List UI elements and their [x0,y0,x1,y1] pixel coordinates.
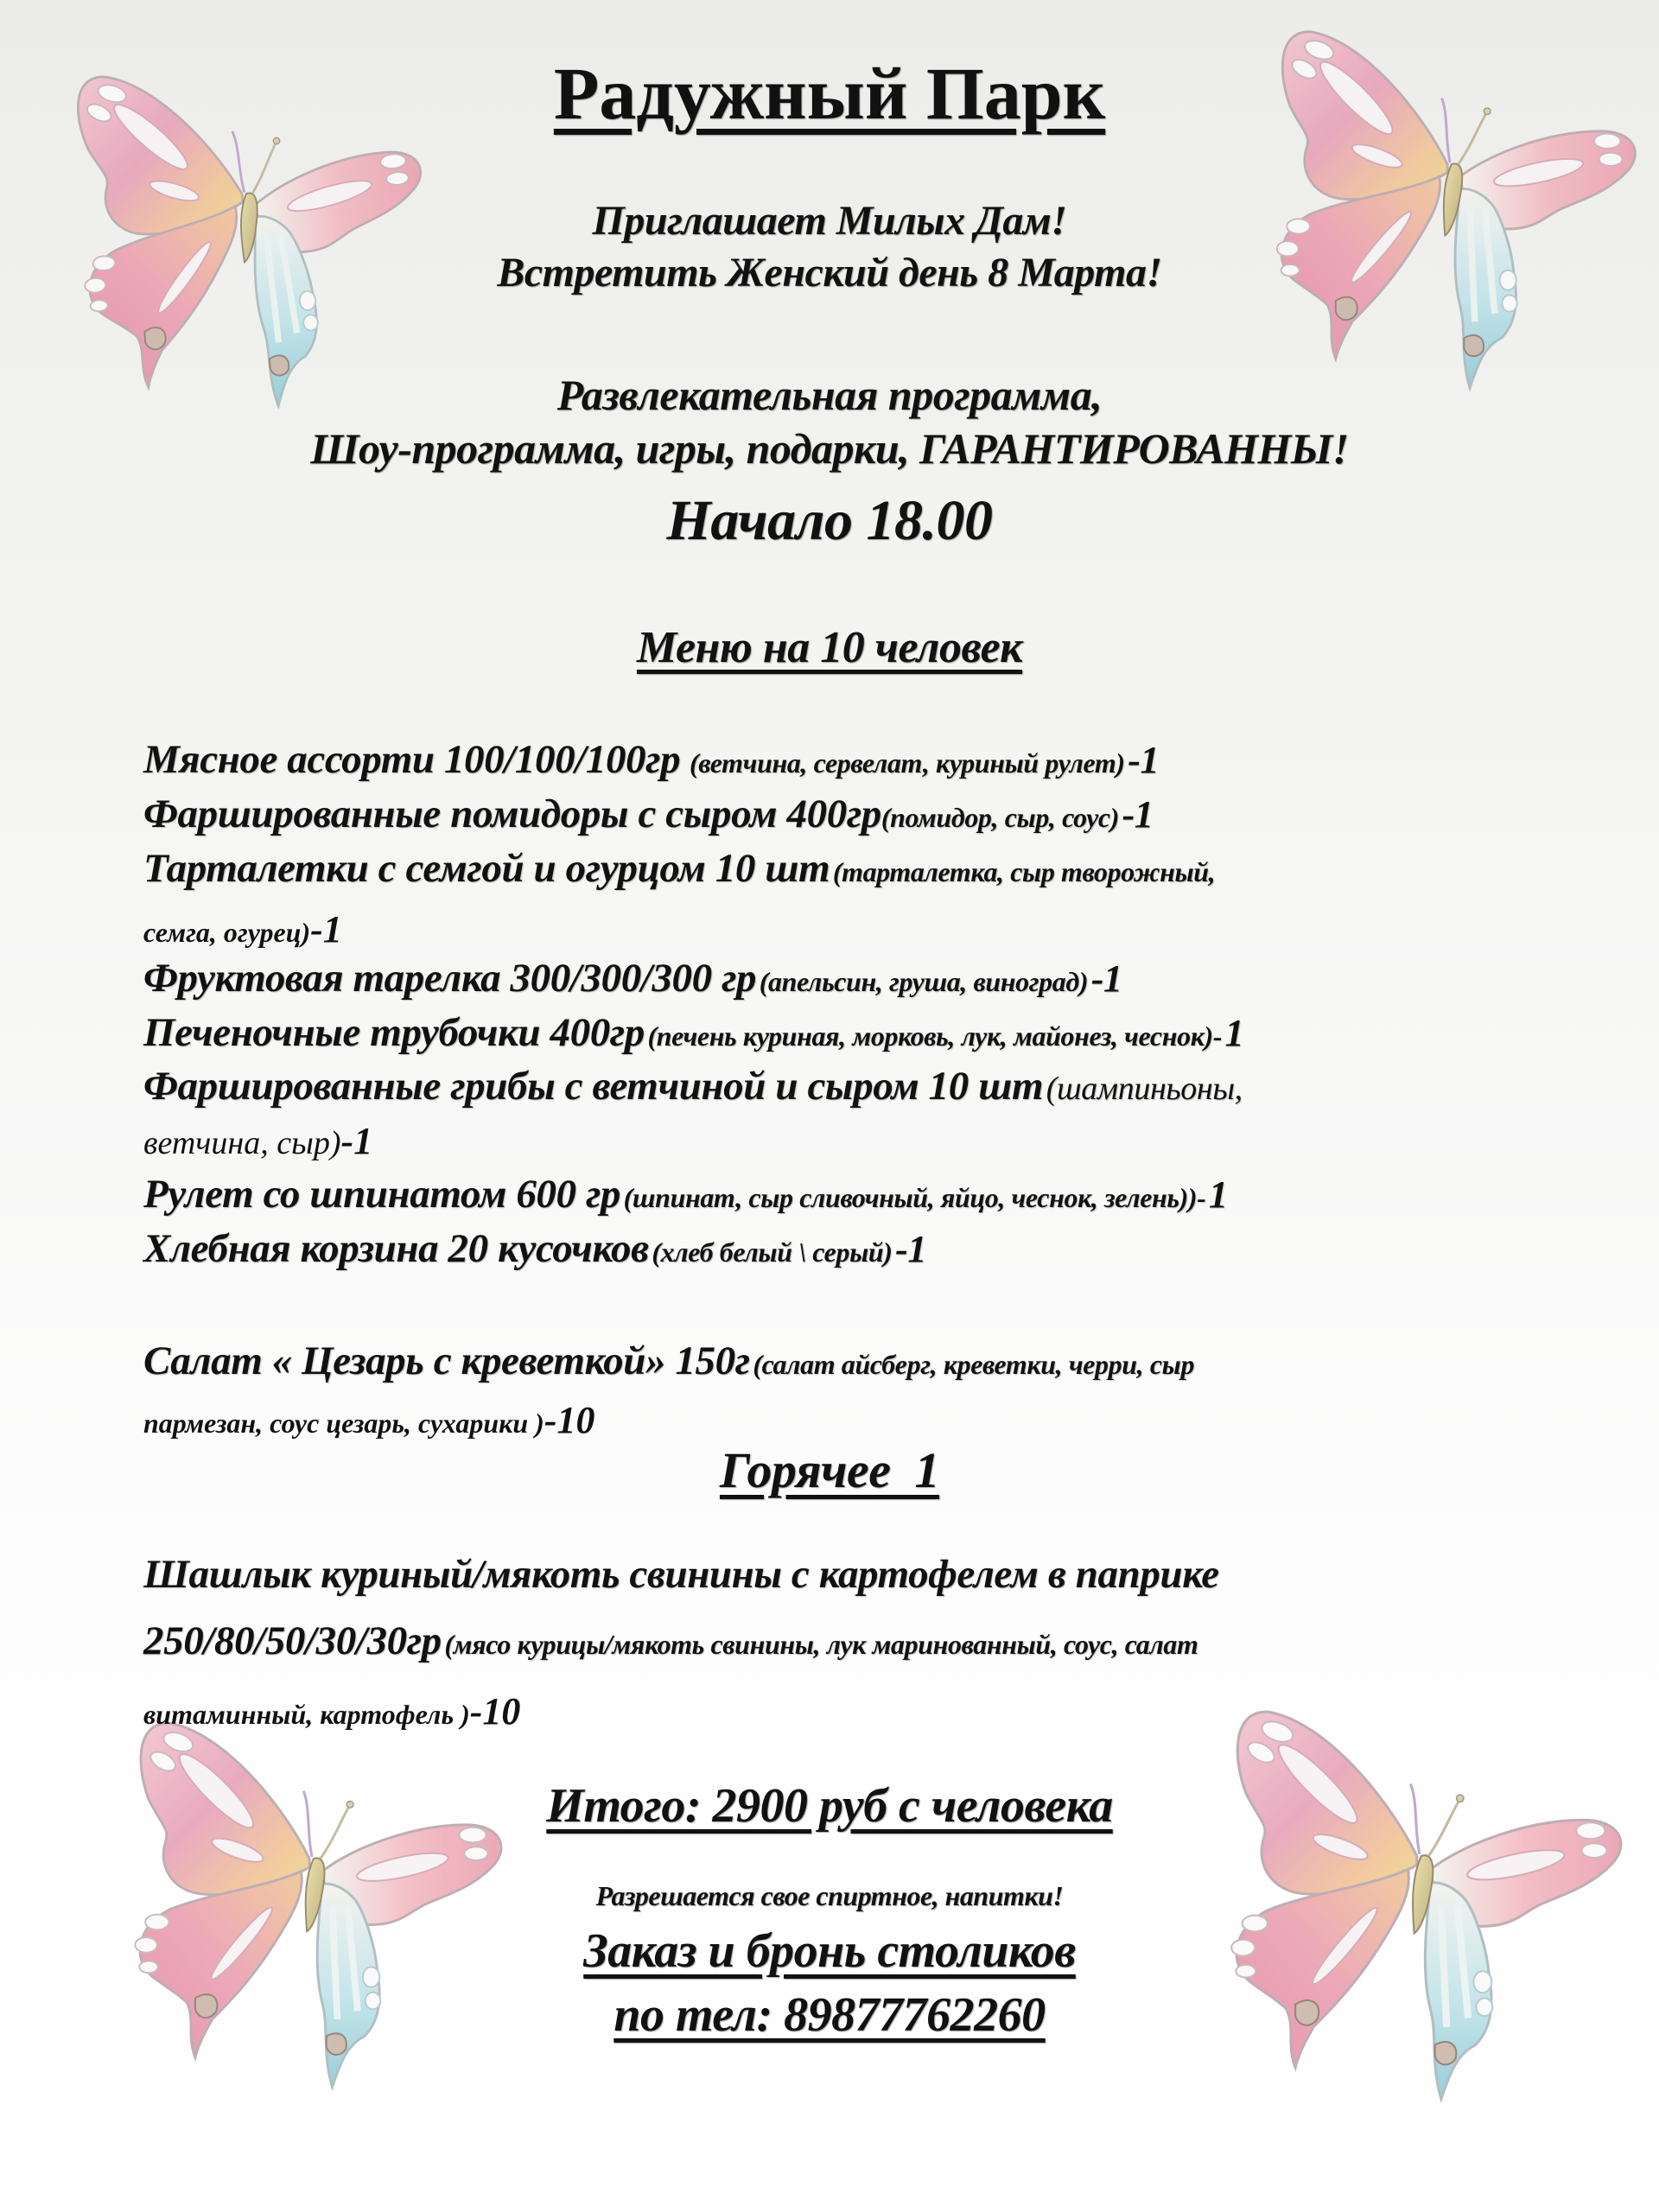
program-line-2: Шоу-программа, игры, подарки, ГАРАНТИРОВАННЫ! [310,424,1349,473]
booking-line: Заказ и бронь столиков [583,1924,1076,1978]
venue-title: Радужный Парк [553,52,1106,135]
menu-item: Фруктовая тарелка 300/300/300 гр (апельсин, груша, виноград) -1 [143,956,1122,1001]
menu-heading: Меню на 10 человек [636,623,1023,672]
menu-item: Фаршированные помидоры с сыром 400гр(помидор, сыр, соус) -1 [143,791,1154,836]
menu-item: Рулет со шпинатом 600 гр (шпинат, сыр сливочный, яйцо, чеснок, зелень))- 1 [143,1172,1228,1217]
start-time: Начало 18.00 [666,489,993,552]
menu-item-continuation: семга, огурец)-1 [143,908,342,950]
hot-item-continuation: витаминный, картофель )-10 [143,1690,521,1732]
invitation-line-2: Встретить Женский день 8 Марта! [497,250,1162,296]
menu-item: Печеночные трубочки 400гр (печень куриная, морковь, лук, майонез, чеснок)- 1 [143,1010,1244,1055]
salad-item: Салат « Цезарь с креветкой» 150г (салат айсберг, креветки, черри, сыр [143,1338,1195,1383]
menu-item: Мясное ассорти 100/100/100гр (ветчина, сервелат, куриный рулет) -1 [143,737,1160,782]
menu-item: Тарталетки с семгой и огурцом 10 шт (тарталетка, сыр творожный, [143,846,1216,891]
hot-item-weights: 250/80/50/30/30гр (мясо курицы/мякоть свинины, лук маринованный, соус, салат [143,1618,1198,1663]
invitation-line-1: Приглашает Милых Дам! [592,198,1067,244]
program-line-1: Развлекательная программа, [556,371,1103,419]
menu-item: Фаршированные грибы с ветчиной и сыром 10 шт (шампиньоны, [143,1064,1243,1109]
total-price: Итого: 2900 руб с человека [546,1779,1113,1833]
menu-item: Хлебная корзина 20 кусочков (хлеб белый \ серый) -1 [143,1226,927,1271]
menu-item-continuation: ветчина, сыр)-1 [143,1120,373,1162]
phone-number: по тел: 89877762260 [613,1988,1046,2042]
drinks-note: Разрешается свое спиртное, напитки! [595,1880,1064,1911]
salad-item-continuation: пармезан, соус цезарь, сухарики )-10 [143,1399,595,1441]
hot-item: Шашлык куриный/мякоть свинины с картофелем в паприке [143,1552,1219,1597]
hot-dishes-heading: Горячее 1 [719,1442,940,1498]
